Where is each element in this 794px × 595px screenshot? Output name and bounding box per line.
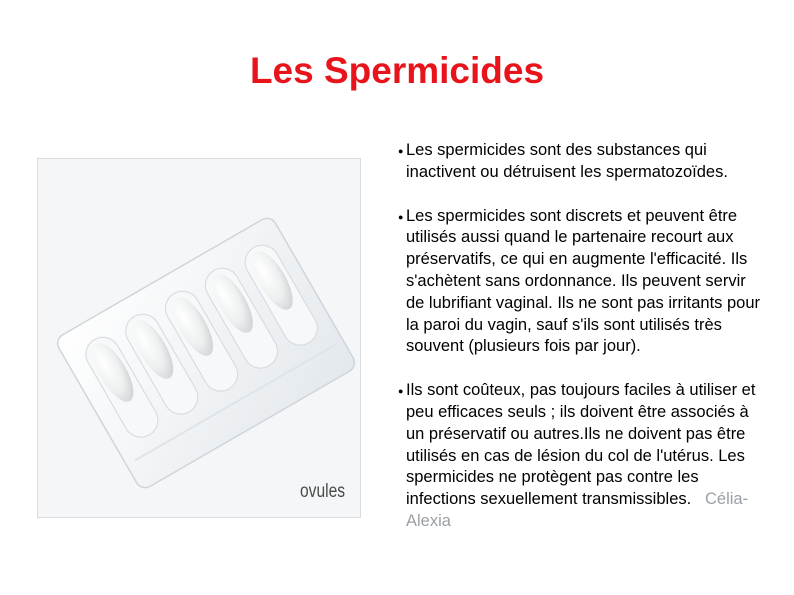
bullet-icon: ● (398, 211, 404, 222)
bullet-text: Les spermicides sont discrets et peuvent être utilisés aussi quand le partenaire recourt aux préservatifs, ce qui en augmente l'efficacité. Ils s'achètent sans ordonnance. Ils peuvent servir de lubrifiant vaginal. Ils ne sont pas irritants pour la paroi du vagin, sauf s'ils sont utilisés très souvent (plusieurs fois par jour). (406, 206, 761, 356)
bullet-list (398, 140, 766, 555)
bullet-text: Les spermicides sont des substances qui inactivent ou détruisent les spermatozoïdes. (406, 141, 728, 181)
author-signature: Célia-Alexia (406, 490, 749, 530)
bullet-item (398, 380, 766, 533)
slide-title: Les Spermicides (249, 50, 545, 91)
ovules-blister-illustration (38, 159, 361, 518)
bullet-item (398, 140, 766, 184)
bullet-text: Ils sont coûteux, pas toujours faciles à utiliser et peu efficaces seuls ; ils doivent être associés à un préservatif ou autres.Ils ne doivent pas être utilisés en cas de lésion du col de l'utérus. Les spermicides ne protègent pas contre les infections sexuellement transmissibles. (406, 381, 756, 509)
bullet-item (398, 206, 766, 359)
bullet-icon: ● (398, 146, 404, 156)
bullet-icon: ● (398, 386, 404, 397)
image-caption: ovules (300, 481, 346, 502)
ovules-photo (37, 158, 361, 518)
